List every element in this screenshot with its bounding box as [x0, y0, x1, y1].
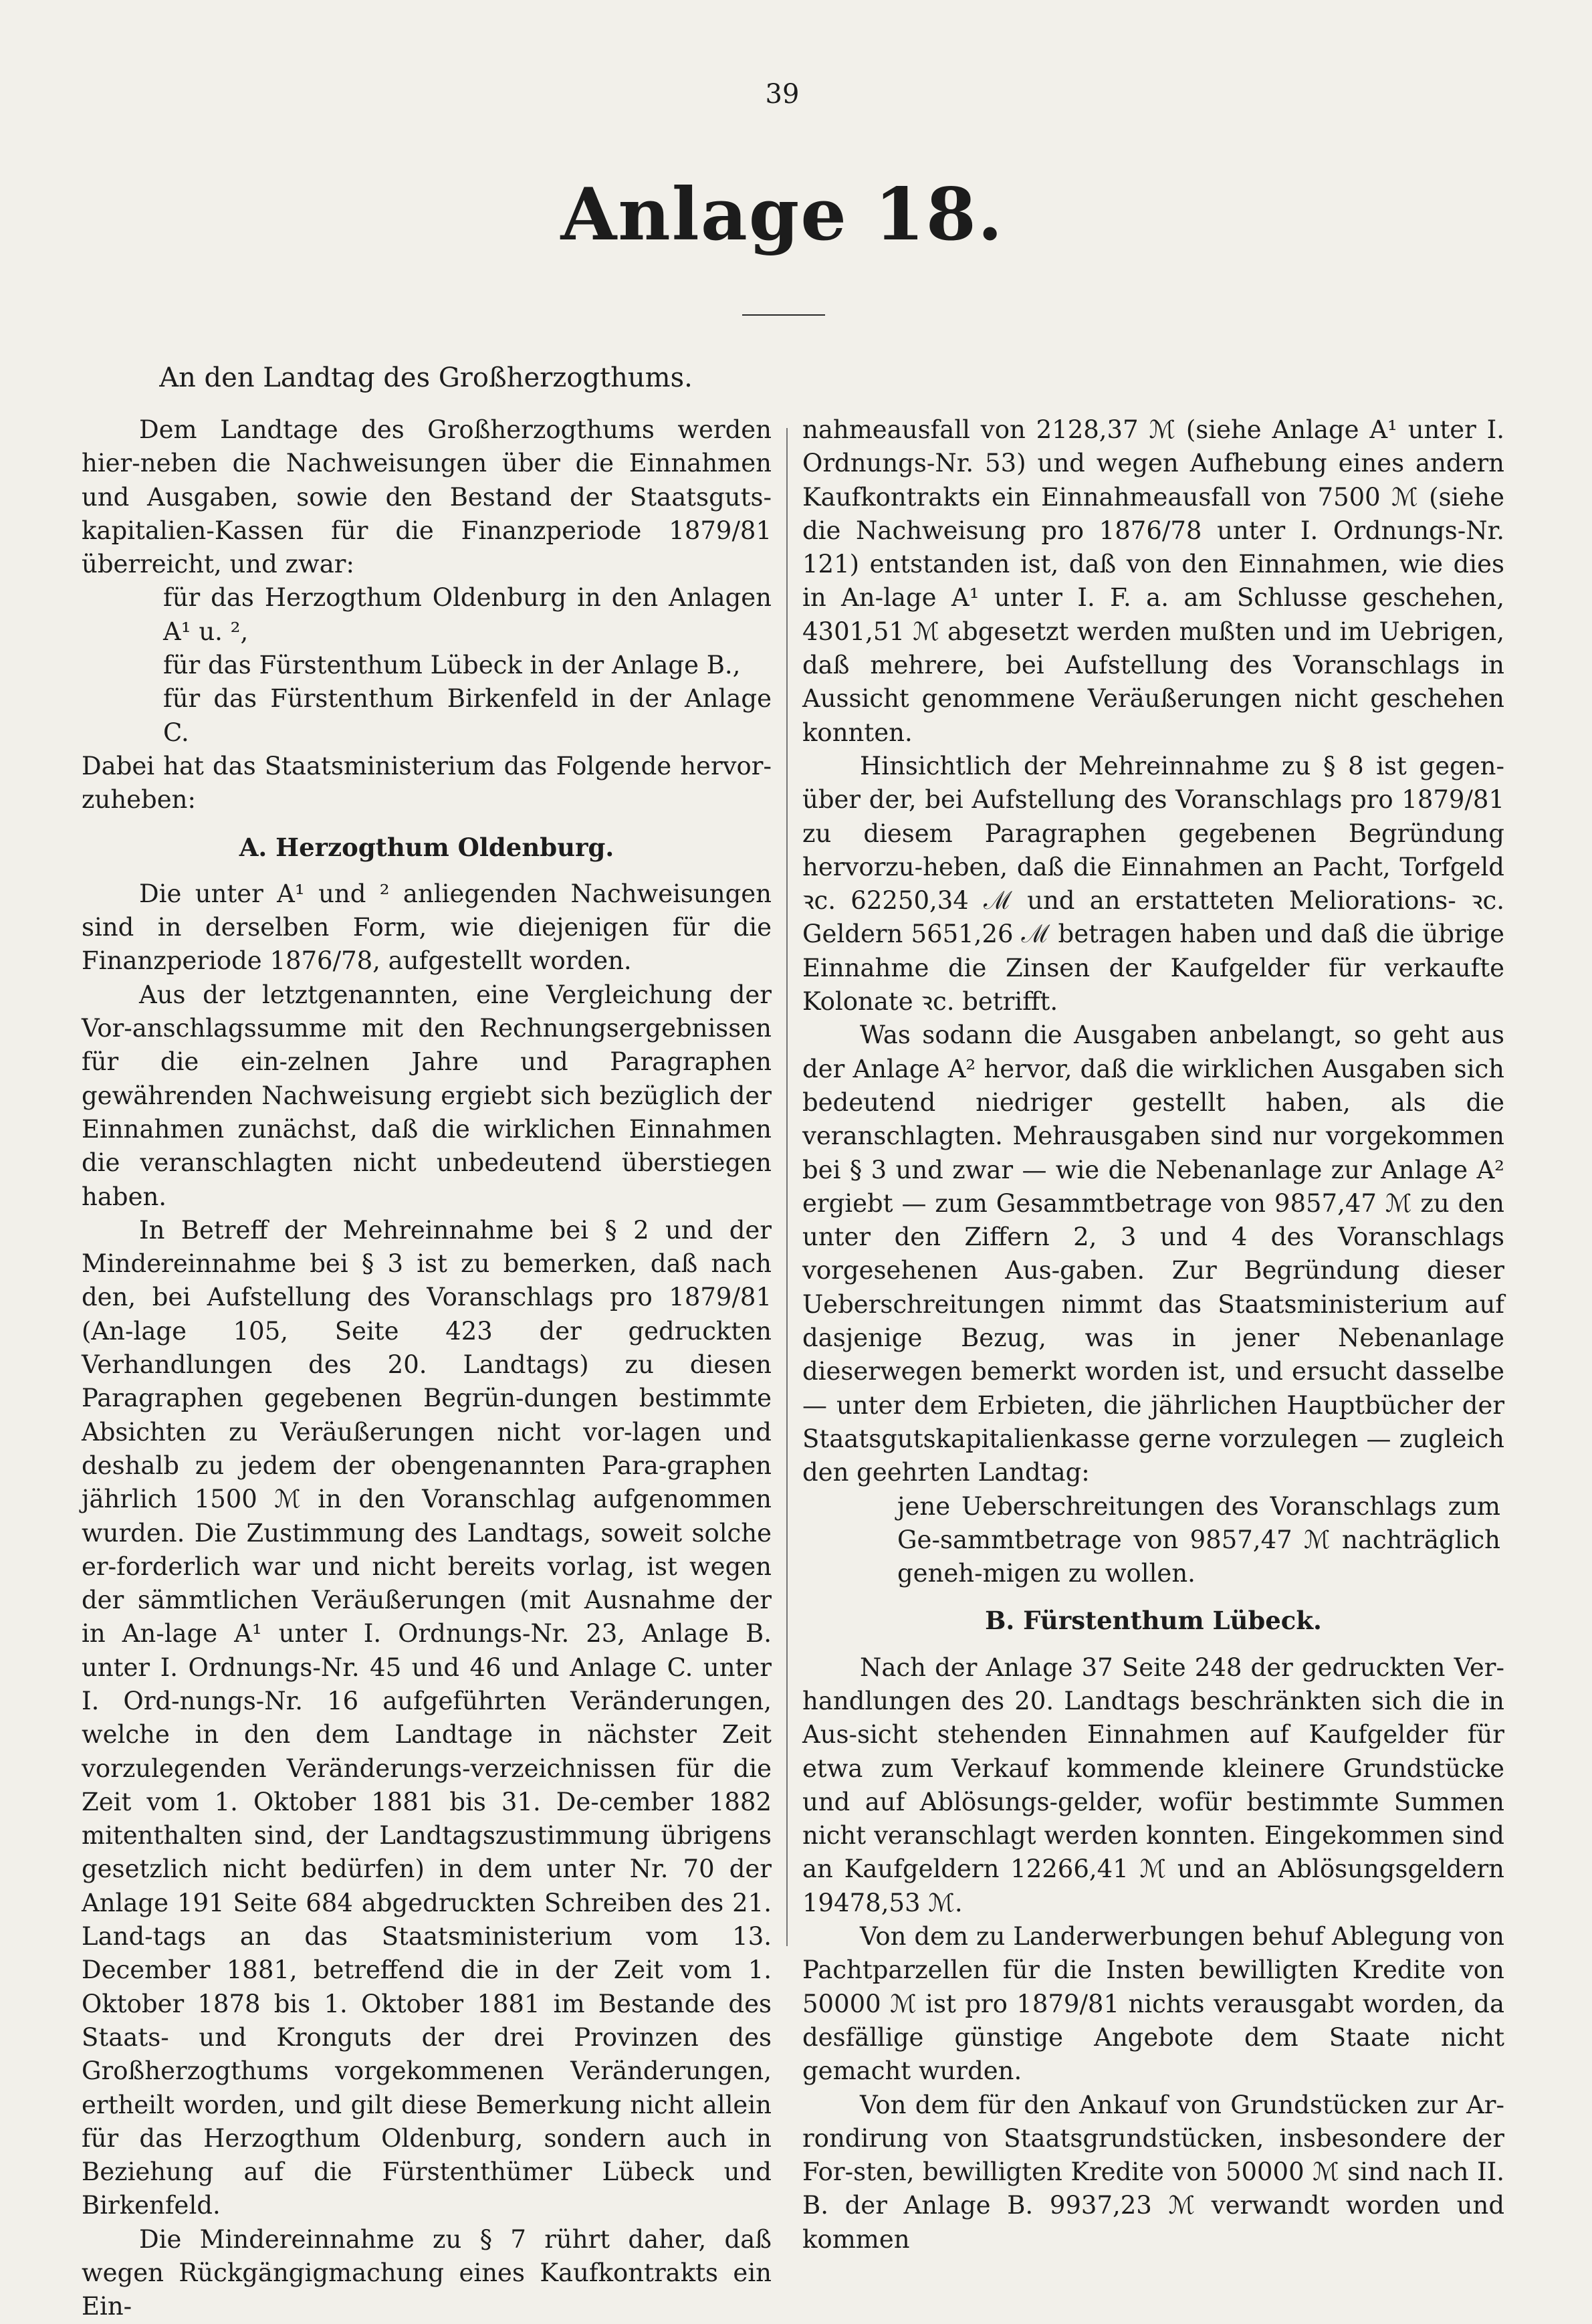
paragraph: Von dem zu Landerwerbungen behuf Ablegung von Pachtparzellen für die Insten bewilligten Kredite von 50000 ℳ ist pro 1879/81 nichts verausgabt worden, da desfällige günstige Angebote dem Staate nicht gemacht wurden. [802, 1922, 1504, 2086]
title-rule [742, 314, 825, 316]
paragraph: Nach der Anlage 37 Seite 248 der gedruckten Ver-handlungen des 20. Landtags beschränkten sich die in Aus-sicht stehenden Einnahmen auf Kaufgelder für etwa zum Verkauf kommende kleinere Grundstücke und auf Ablösungs-gelder, wofür bestimmte Summen nicht veranschlagt werden konnten. Eingekommen sind an Kaufgeldern 12266,41 ℳ und an Ablösungsgeldern 19478,53 ℳ. [802, 1653, 1504, 1917]
column-divider [786, 428, 788, 1946]
page-title: Anlage 18. [560, 173, 1004, 257]
page-number: 39 [765, 79, 800, 110]
right-column [802, 413, 1504, 2256]
paragraph: Die Mindereinnahme zu § 7 rührt daher, daß wegen Rückgängigmachung eines Kaufkontrakts ein Ein- [82, 2224, 772, 2321]
addressee-line: An den Landtag des Großherzogthums. [159, 362, 693, 393]
paragraph: nahmeausfall von 2128,37 ℳ (siehe Anlage A¹ unter I. Ordnungs-Nr. 53) und wegen Aufhebung eines andern Kaufkontrakts ein Einnahmeausfall von 7500 ℳ (siehe die Nachweisung pro 1876/78 unter I. Ordnungs-Nr. 121) entstanden ist, daß von den Einnahmen, wie dies in An-lage A¹ unter I. F. a. am Schlusse geschehen, 4301,51 ℳ abgesetzt werden mußten und im Uebrigen, daß mehrere, bei Aufstellung des Voranschlags in Aussicht genommene Veräußerungen nicht geschehen konnten. [802, 415, 1504, 747]
paragraph: Von dem für den Ankauf von Grundstücken zur Ar-rondirung von Staatsgrundstücken, insbesondere der For-sten, bewilligten Kredite von 50000 ℳ sind nach II. B. der Anlage B. 9937,23 ℳ verwandt worden und kommen [802, 2090, 1504, 2254]
section-heading-b: B. Fürstenthum Lübeck. [985, 1606, 1322, 1636]
intro-end-paragraph: Dabei hat das Staatsministerium das Folgende hervor-zuheben: [82, 751, 772, 815]
section-heading-a: A. Herzogthum Oldenburg. [239, 832, 614, 862]
paragraph: Was sodann die Ausgaben anbelangt, so geht aus der Anlage A² hervor, daß die wirklichen Ausgaben sich bedeutend niedriger gestellt haben, als die veranschlagten. Mehrausgaben sind nur vorgekommen bei § 3 und zwar — wie die Nebenanlage zur Anlage A² ergiebt — zum Gesammtbetrage von 9857,47 ℳ zu den unter den Ziffern 2, 3 und 4 des Voranschlags vorgesehenen Aus-gaben. Zur Begründung dieser Ueberschreitungen nimmt das Staatsministerium auf dasjenige Bezug, was in jener Nebenanlage dieserwegen bemerkt worden ist, und ersucht dasselbe — unter dem Erbieten, die jährlichen Hauptbücher der Staatsgutskapitalienkasse gerne vorzulegen — zugleich den geehrten Landtag: [802, 1021, 1504, 1487]
paragraph: In Betreff der Mehreinnahme bei § 2 und der Mindereinnahme bei § 3 ist zu bemerken, daß nach den, bei Aufstellung des Voranschlags pro 1879/81 (An-lage 105, Seite 423 der gedruckten Verhandlungen des 20. Landtags) zu diesen Paragraphen gegebenen Begrün-dungen bestimmte Absichten zu Veräußerungen nicht vor-lagen und deshalb zu jedem der obengenannten Para-graphen jährlich 1500 ℳ in den Voranschlag aufgenommen wurden. Die Zustimmung des Landtags, soweit solche er-forderlich war und nicht bereits vorlag, ist wegen der sämmtlichen Veräußerungen (mit Ausnahme der in An-lage A¹ unter I. Ordnungs-Nr. 23, Anlage B. unter I. Ordnungs-Nr. 45 und 46 und Anlage C. unter I. Ord-nungs-Nr. 16 aufgeführten Veränderungen, welche in den dem Landtage in nächster Zeit vorzulegenden Veränderungs-verzeichnissen für die Zeit vom 1. Oktober 1881 bis 31. De-cember 1882 mitenthalten sind, der Landtagszustimmung übrigens gesetzlich nicht bedürfen) in dem unter Nr. 70 der Anlage 191 Seite 684 abgedruckten Schreiben des 21. Land-tags an das Staatsministerium vom 13. December 1881, betreffend die in der Zeit vom 1. Oktober 1878 bis 1. Oktober 1881 im Bestande des Staats- und Kronguts der drei Provinzen des Großherzogthums vorgekommenen Veränderungen, ertheilt worden, und gilt diese Bemerkung nicht allein für das Herzogthum Oldenburg, sondern auch in Beziehung auf die Fürstenthümer Lübeck und Birkenfeld. [82, 1215, 772, 2220]
list-item-luebeck: für das Fürstenthum Lübeck in der Anlage B., [163, 651, 741, 680]
intro-paragraph: Dem Landtage des Großherzogthums werden hier-neben die Nachweisungen über die Einnahmen und Ausgaben, sowie den Bestand der Staatsguts-kapitalien-Kassen für die Finanzperiode 1879/81 überreicht, und zwar: [82, 415, 772, 579]
request-paragraph: jene Ueberschreitungen des Voranschlags zum Ge-sammtbetrage von 9857,47 ℳ nachträglich geneh-migen zu wollen. [897, 1491, 1500, 1588]
list-item-oldenburg: für das Herzogthum Oldenburg in den Anlagen A¹ u. ², [163, 583, 772, 646]
paragraph: Hinsichtlich der Mehreinnahme zu § 8 ist gegen-über der, bei Aufstellung des Voranschlags pro 1879/81 zu diesem Paragraphen gegebenen Begründung hervorzu-heben, daß die Einnahmen an Pacht, Torfgeld ꝛc. 62250,34 ℳ und an erstatteten Meliorations- ꝛc. Geldern 5651,26 ℳ betragen haben und daß die übrige Einnahme die Zinsen der Kaufgelder für verkaufte Kolonate ꝛc. betrifft. [802, 751, 1504, 1017]
left-column [82, 413, 772, 2324]
paragraph: Die unter A¹ und ² anliegenden Nachweisungen sind in derselben Form, wie diejenigen für die Finanzperiode 1876/78, aufgestellt worden. [82, 879, 772, 976]
paragraph: Aus der letztgenannten, eine Vergleichung der Vor-anschlagssumme mit den Rechnungsergebnissen für die ein-zelnen Jahre und Paragraphen gewährenden Nachweisung ergiebt sich bezüglich der Einnahmen zunächst, daß die wirklichen Einnahmen die veranschlagten nicht unbedeutend überstiegen haben. [82, 980, 772, 1211]
list-item-birkenfeld: für das Fürstenthum Birkenfeld in der Anlage C. [163, 684, 772, 747]
